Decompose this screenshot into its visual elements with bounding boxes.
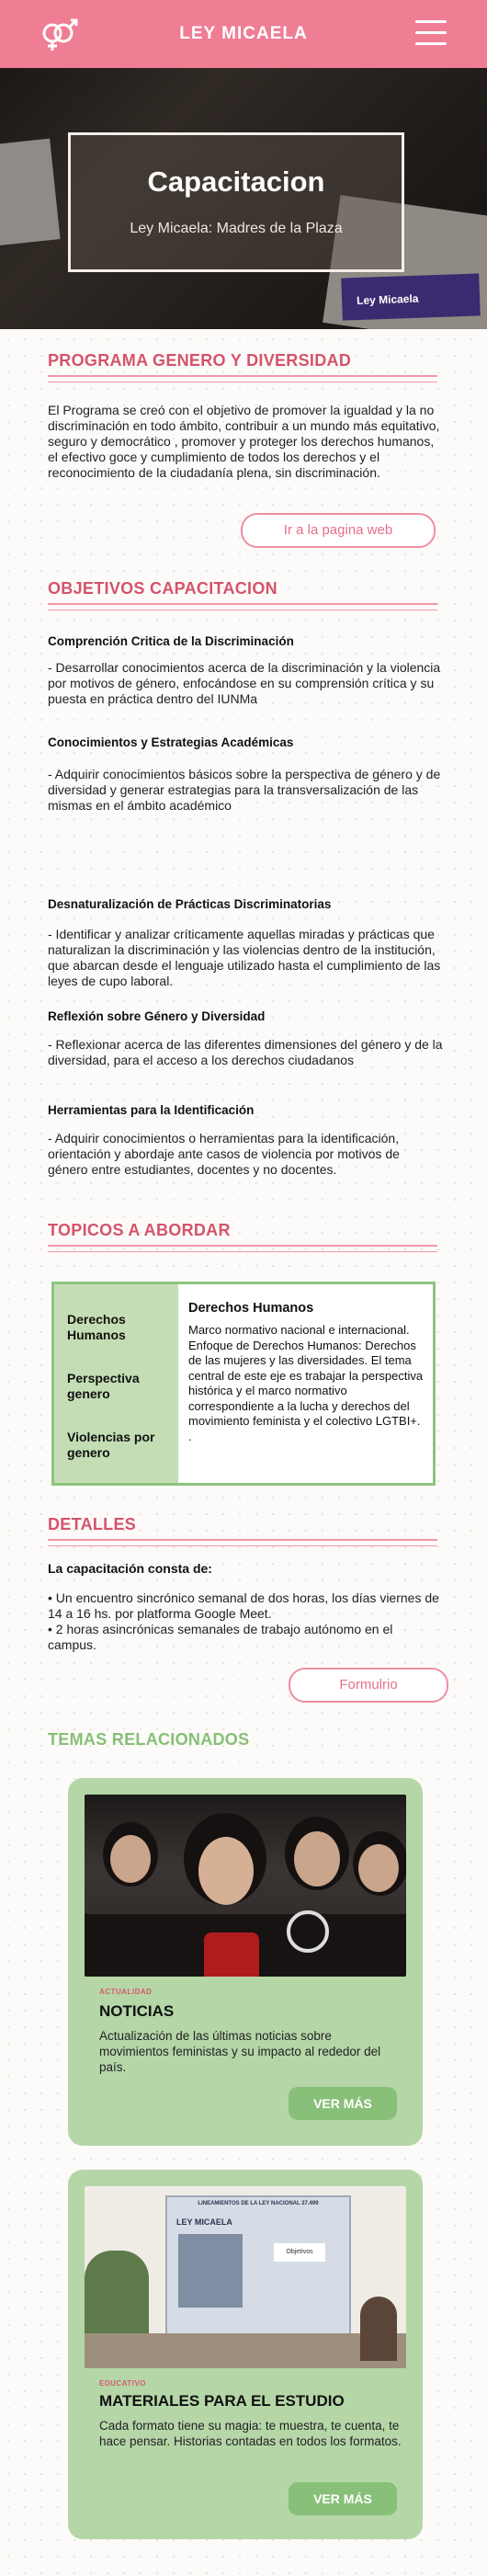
objective-text: - Reflexionar acerca de las diferentes dimensiones del género y de la diversidad, para el acceso a los derechos ciudadanos bbox=[48, 1037, 443, 1067]
topic-content-text: Marco normativo nacional e internacional. Enfoque de Derechos Humanos: Derechos de las mujeres y las diversidades. El tema central de este eje es trabajar la perspectiva histórica y el marco normativo correspondiente a la lucha y derechos del movimiento feminista y el colectivo LGTBI+. . bbox=[188, 1323, 424, 1443]
brand-title: LEY MICAELA bbox=[179, 24, 308, 43]
objective-text: - Adquirir conocimientos básicos sobre la perspectiva de género y de diversidad y generar estrategias para la transversalización de las mismas en el ámbito académico bbox=[48, 767, 441, 813]
divider bbox=[48, 603, 437, 610]
menu-icon[interactable] bbox=[415, 20, 447, 44]
divider bbox=[48, 1539, 437, 1546]
objective-heading: Conocimientos y Estrategias Académicas bbox=[48, 735, 294, 749]
materials-card[interactable] bbox=[68, 2170, 423, 2539]
objective-heading: Desnaturalización de Prácticas Discriminatorias bbox=[48, 897, 332, 911]
topic-content-title: Derechos Humanos bbox=[188, 1301, 314, 1316]
hero-title: Capacitacion bbox=[147, 165, 325, 198]
tab-perspectiva-genero[interactable]: Perspectiva genero bbox=[67, 1371, 140, 1401]
news-card[interactable] bbox=[68, 1778, 423, 2146]
detalles-line: • Un encuentro sincrónico semanal de dos horas, los días viernes de 14 a 16 hs. por platforma Google Meet. bbox=[48, 1590, 439, 1621]
presentation-screen: LINEAMIENTOS DE LA LEY NACIONAL 27.499 LEY MICAELA Objetivos bbox=[165, 2195, 351, 2335]
divider bbox=[48, 1245, 437, 1252]
objective-text: - Desarrollar conocimientos acerca de la discriminación y la violencia por motivos de género, enfocándose en su comprensión crítica y su puesta en práctica dentro del IUNMa bbox=[48, 660, 441, 706]
news-title: NOTICIAS bbox=[99, 2002, 175, 2020]
objective-text: - Adquirir conocimientos o herramientas para la identificación, orientación y abordaje ante casos de violencia por motivos de género entre estudiantes, docentes y no docentes. bbox=[48, 1131, 400, 1177]
detalles-subtitle: La capacitación consta de: bbox=[48, 1561, 212, 1576]
detalles-title: DETALLES bbox=[48, 1515, 137, 1533]
tab-derechos-humanos[interactable]: Derechos Humanos bbox=[67, 1312, 126, 1342]
detalles-line: • 2 horas asincrónicas semanales de trabajo autónomo en el campus. bbox=[48, 1622, 393, 1652]
relacionados-title: TEMAS RELACIONADOS bbox=[48, 1730, 250, 1749]
header bbox=[0, 0, 487, 68]
topicos-title: TOPICOS A ABORDAR bbox=[48, 1221, 231, 1239]
programa-text: El Programa se creó con el objetivo de promover la igualdad y la no discriminación en todo ámbito, contribuir a un mundo más equitativo, seguro y democrático , promover y proteger los derechos humanos, el efectivo goce y cumplimiento de todos los derechos y el reconocimiento de la ciudadanía plena, sin discriminación. bbox=[48, 403, 440, 480]
objective-heading: Herramientas para la Identificación bbox=[48, 1103, 255, 1117]
objective-heading: Reflexión sobre Género y Diversidad bbox=[48, 1009, 266, 1023]
news-category: ACTUALIDAD bbox=[99, 1988, 153, 1996]
form-button[interactable]: Formulrio bbox=[289, 1668, 448, 1703]
hero-frame bbox=[68, 132, 404, 272]
news-ver-mas-button[interactable]: VER MÁS bbox=[289, 2087, 397, 2120]
materials-text: Cada formato tiene su magia: te muestra, te cuenta, te hace pensar. Historias contadas en todos los formatos. bbox=[99, 2419, 402, 2448]
objective-text: - Identificar y analizar críticamente aquellas miradas y prácticas que naturalizan la discriminación y las violencias dentro de la institución, que abarcan desde el lenguaje utilizado hasta el cumplimiento de las leyes de cupo laboral. bbox=[48, 927, 441, 988]
tab-violencias-genero[interactable]: Violencias por genero bbox=[67, 1430, 155, 1460]
objective-heading: Comprención Critica de la Discriminación bbox=[48, 634, 294, 648]
materials-image bbox=[85, 2186, 406, 2368]
programa-title: PROGRAMA GENERO Y DIVERSIDAD bbox=[48, 351, 352, 370]
news-text: Actualización de las últimas noticias sobre movimientos feministas y su impacto al rededor del país. bbox=[99, 2029, 381, 2074]
topics-panel bbox=[51, 1282, 436, 1486]
divider bbox=[48, 375, 437, 382]
book-cover: Ley Micaela bbox=[341, 273, 481, 320]
hero-subtitle: Ley Micaela: Madres de la Plaza bbox=[130, 221, 343, 236]
materials-category: EDUCATIVO bbox=[99, 2379, 147, 2388]
news-image bbox=[85, 1795, 406, 1977]
website-button[interactable]: Ir a la pagina web bbox=[241, 513, 436, 548]
materials-title: MATERIALES PARA EL ESTUDIO bbox=[99, 2392, 345, 2410]
objetivos-title: OBJETIVOS CAPACITACION bbox=[48, 579, 277, 598]
materials-ver-mas-button[interactable]: VER MÁS bbox=[289, 2482, 397, 2515]
